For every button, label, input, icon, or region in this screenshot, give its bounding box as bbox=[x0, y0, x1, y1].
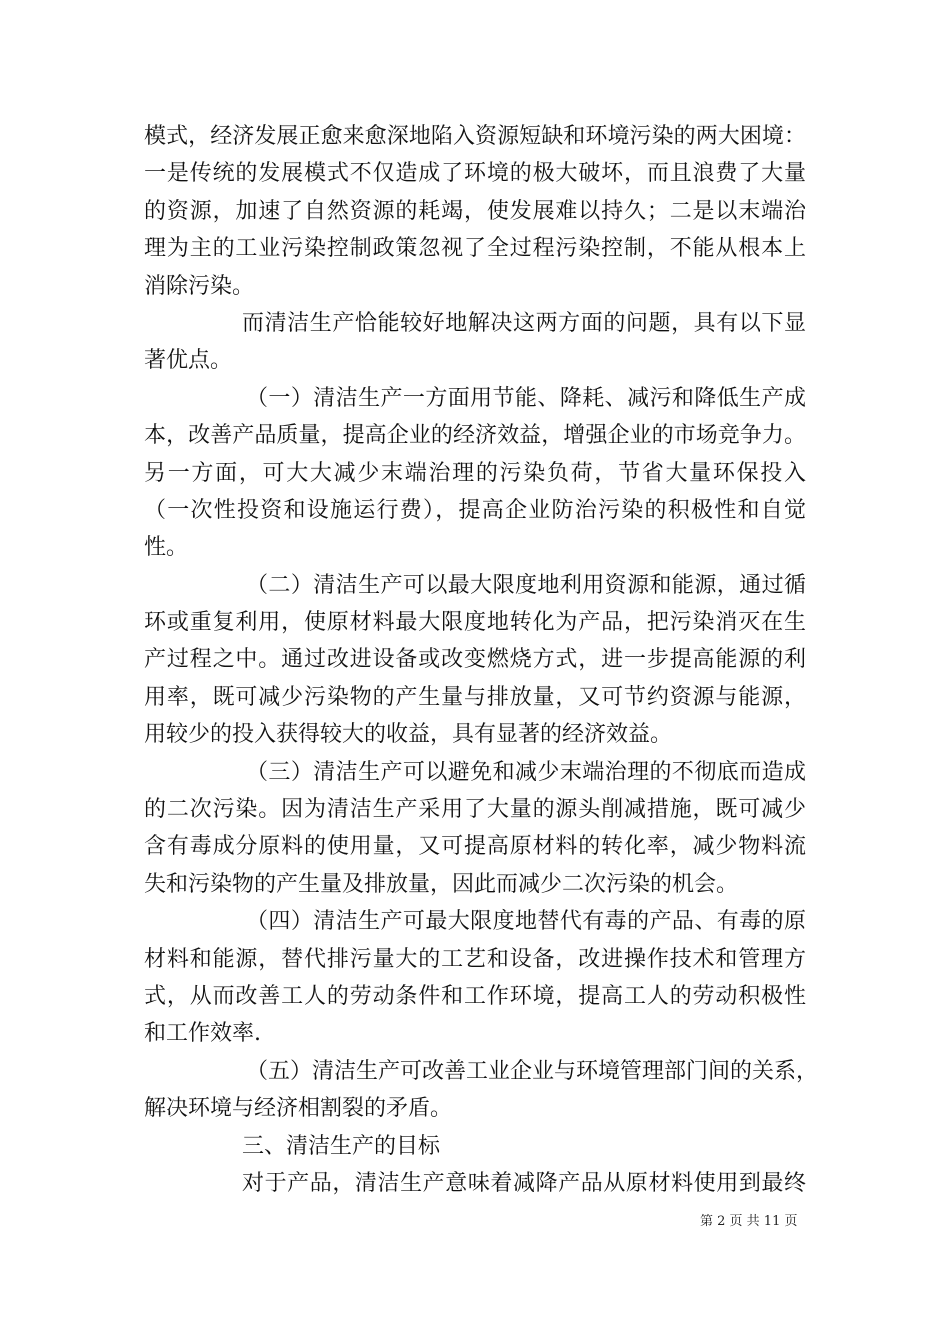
text-line: 性。 bbox=[144, 535, 189, 561]
text-line: 含有毒成分原料的使用量，又可提高原材料的转化率，减少物料流 bbox=[144, 834, 806, 860]
text-line: 用率，既可减少污染物的产生量与排放量，又可节约资源与能源， bbox=[144, 684, 806, 710]
text-line: 另一方面，可大大减少末端治理的污染负荷，节省大量环保投入 bbox=[144, 460, 806, 486]
text-line: 著优点。 bbox=[144, 348, 233, 374]
text-line: 材料和能源，替代排污量大的工艺和设备，改进操作技术和管理方 bbox=[144, 946, 806, 972]
text-line: 解决环境与经济相割裂的矛盾。 bbox=[144, 1096, 453, 1122]
text-line: 用较少的投入获得较大的收益，具有显著的经济效益。 bbox=[144, 722, 673, 748]
text-line: （一）清洁生产一方面用节能、降耗、减污和降低生产成 bbox=[246, 385, 806, 411]
text-line: （四）清洁生产可最大限度地替代有毒的产品、有毒的原 bbox=[246, 909, 806, 935]
text-line: 三、清洁生产的目标 bbox=[242, 1133, 441, 1159]
text-line: 式，从而改善工人的劳动条件和工作环境，提高工人的劳动积极性 bbox=[144, 983, 806, 1009]
text-line: （二）清洁生产可以最大限度地利用资源和能源，通过循 bbox=[246, 572, 806, 598]
text-line: 和工作效率. bbox=[144, 1021, 261, 1047]
text-line: （五）清洁生产可改善工业企业与环境管理部门间的关系， bbox=[246, 1058, 819, 1084]
text-line: 的资源，加速了自然资源的耗竭，使发展难以持久；二是以末端治 bbox=[144, 198, 806, 224]
text-line: 环或重复利用，使原材料最大限度地转化为产品，把污染消灭在生 bbox=[144, 610, 806, 636]
text-line: 本，改善产品质量，提高企业的经济效益，增强企业的市场竞争力。 bbox=[144, 423, 806, 449]
document-body bbox=[144, 118, 819, 1202]
text-line: 理为主的工业污染控制政策忽视了全过程污染控制，不能从根本上 bbox=[144, 236, 806, 262]
text-line: 的二次污染。因为清洁生产采用了大量的源头削减措施，既可减少 bbox=[144, 797, 806, 823]
text-line: （一次性投资和设施运行费），提高企业防治污染的积极性和自觉 bbox=[144, 497, 806, 523]
text-line: 而清洁生产恰能较好地解决这两方面的问题，具有以下显 bbox=[242, 310, 806, 336]
text-line: 一是传统的发展模式不仅造成了环境的极大破坏，而且浪费了大量 bbox=[144, 161, 806, 187]
page-number: 第 2 页 共 11 页 bbox=[700, 1214, 798, 1229]
text-line: 模式，经济发展正愈来愈深地陷入资源短缺和环境污染的两大困境： bbox=[144, 124, 806, 149]
text-line: 对于产品，清洁生产意味着减降产品从原材料使用到最终 bbox=[242, 1170, 806, 1196]
text-line: 失和污染物的产生量及排放量，因此而减少二次污染的机会。 bbox=[144, 871, 739, 897]
text-line: （三）清洁生产可以避免和减少末端治理的不彻底而造成 bbox=[246, 759, 806, 785]
text-line: 消除污染。 bbox=[144, 273, 255, 299]
text-line: 产过程之中。通过改进设备或改变燃烧方式，进一步提高能源的利 bbox=[144, 647, 806, 673]
